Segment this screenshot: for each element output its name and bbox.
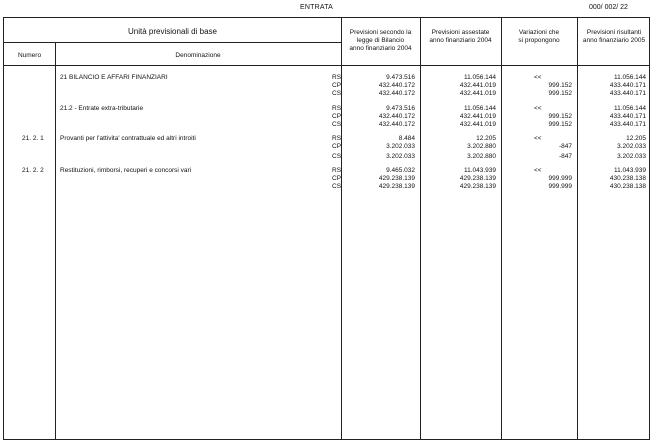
header-denominazione: Denominazione — [175, 52, 221, 59]
row-col1: 9.465.032 429.238.139 429.238.139 — [378, 167, 415, 190]
budget-table — [3, 17, 650, 440]
row-col2: 12.205 3.202.880 3.202.880 — [467, 135, 496, 160]
row-codes: RS CP CS — [332, 135, 342, 160]
row-col4: 11.056.144 433.440.171 433.440.171 — [609, 74, 646, 97]
divider-unit-title — [4, 42, 341, 43]
row-denominazione: Restituzioni, rimborsi, recuperi e concorsi vari — [60, 167, 192, 174]
divider-header — [4, 65, 649, 66]
row-denominazione: 21.2 - Entrate extra-tributarie — [60, 105, 144, 112]
row-codes: RS CP CS — [332, 105, 342, 128]
header-numero: Numero — [17, 52, 42, 59]
row-col4: 11.043.939 430.238.138 430.238.138 — [609, 167, 646, 190]
row-denominazione: 21 BILANCIO E AFFARI FINANZIARI — [60, 74, 168, 81]
divider-numero — [55, 42, 56, 439]
row-col1: 9.473.516 432.440.172 432.440.172 — [378, 74, 415, 97]
row-col1: 8.484 3.202.033 3.202.033 — [386, 135, 415, 160]
row-col1: 9.473.516 432.440.172 432.440.172 — [378, 105, 415, 128]
row-denominazione: Provanti per l'attivita' contrattuale ed altri introiti — [60, 135, 196, 142]
header-col2: Previsioni assestate anno finanziario 2004 — [429, 29, 492, 44]
row-col4: 12.205 3.202.033 3.202.033 — [617, 135, 646, 160]
header-col3: Variazioni che si propongono — [518, 29, 560, 44]
row-numero: 21. 2. 1 — [22, 135, 44, 142]
page-title: ENTRATA — [300, 4, 334, 11]
row-col4: 11.056.144 433.440.171 433.440.171 — [609, 105, 646, 128]
header-col4: Previsioni risultanti anno finanziario 2005 — [582, 29, 646, 44]
row-numero: 21. 2. 2 — [22, 167, 44, 174]
row-col2: 11.043.939 429.238.139 429.238.139 — [459, 167, 496, 190]
row-col3: << 999.152 999.152 — [534, 74, 572, 97]
row-col3: << 999.999 999.999 — [534, 167, 572, 190]
row-codes: RS CP CS — [332, 167, 342, 190]
row-col2: 11.056.144 432.441.019 432.441.019 — [459, 105, 496, 128]
row-col3: << 999.152 999.152 — [534, 105, 572, 128]
unit-title: Unità previsionali di base — [128, 27, 217, 36]
row-col2: 11.056.144 432.441.019 432.441.019 — [459, 74, 496, 97]
row-codes: RS CP CS — [332, 74, 342, 97]
header-col1: Previsioni secondo la legge di Bilancio anno finanziario 2004 — [349, 29, 412, 52]
page-code: 000/ 002/ 22 — [589, 4, 628, 11]
row-col3: << -847 -847 — [534, 135, 572, 160]
